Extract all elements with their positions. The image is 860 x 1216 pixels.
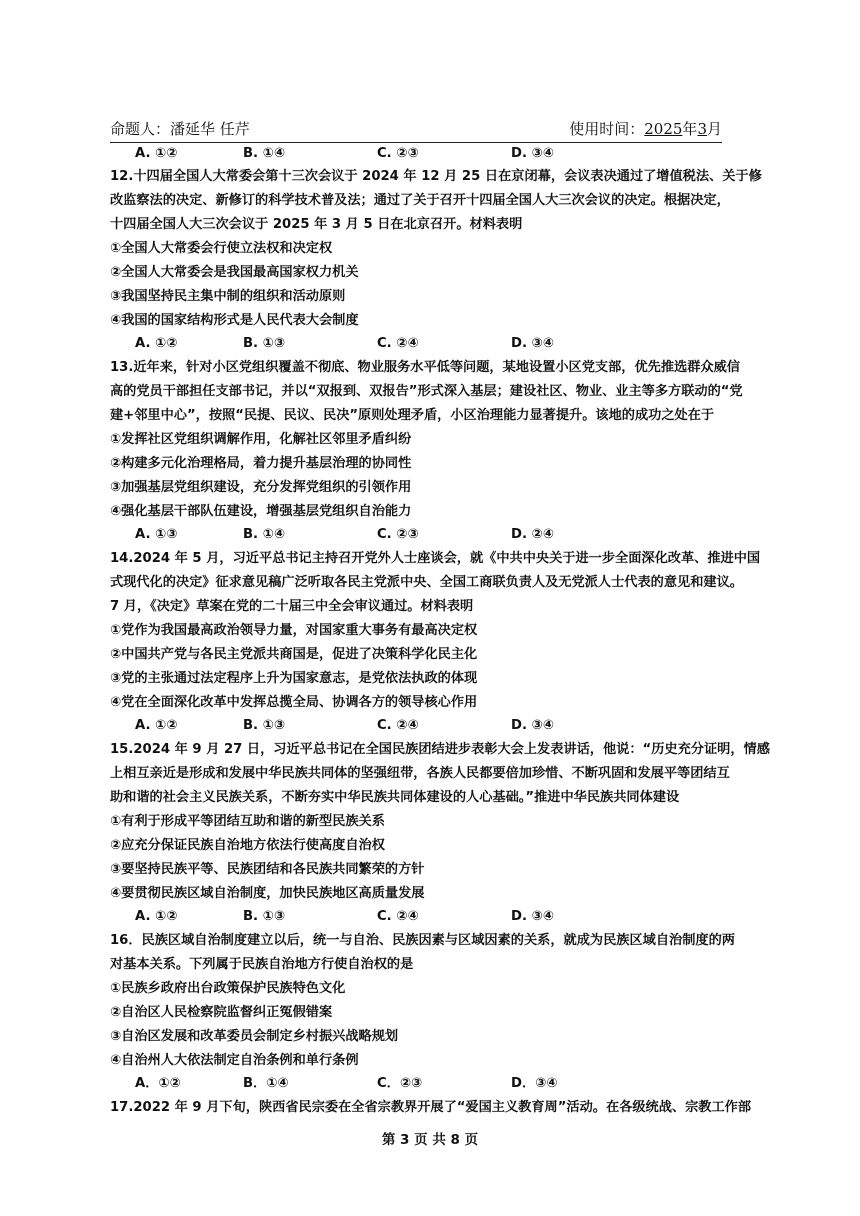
question-13-item: ④强化基层干部队伍建设，增强基层党组织自治能力: [110, 504, 412, 519]
question-14-stem: 7 月，《决定》草案在党的二十届三中全会审议通过。材料表明: [110, 599, 474, 614]
question-12-stem: 12.十四届全国人大常委会第十三次会议于 2024 年 12 月 25 日在京闭幕，会议表决通过了增值税法、关于修: [110, 169, 762, 184]
option-a: A. ①③: [135, 527, 178, 542]
question-15-item: ②应充分保证民族自治地方依法行使高度自治权: [110, 838, 385, 853]
page-number: 第 3 页 共 8 页: [381, 1132, 479, 1148]
question-12-item: ④我国的国家结构形式是人民代表大会制度: [110, 313, 359, 328]
option-c: C. ②③: [377, 527, 419, 542]
option-c: C. ②④: [377, 336, 419, 351]
question-15-item: ③要坚持民族平等、民族团结和各民族共同繁荣的方针: [110, 862, 425, 877]
page-header: [110, 118, 722, 143]
option-b: B. ①④: [243, 527, 285, 542]
question-12-options: [135, 335, 735, 353]
option-a: A. ①②: [135, 718, 178, 733]
option-b: B. ①③: [243, 909, 285, 924]
question-15-item: ④要贯彻民族区域自治制度，加快民族地区高质量发展: [110, 886, 425, 901]
question-12-stem: 改监察法的决定、新修订的科学技术普及法；通过了关于召开十四届全国人大三次会议的决定。根据决定，: [110, 193, 730, 208]
option-d: D. ②④: [511, 527, 554, 542]
question-12-item: ①全国人大常委会行使立法权和决定权: [110, 241, 333, 256]
option-b: B. ①③: [243, 718, 285, 733]
question-13-item: ②构建多元化治理格局，着力提升基层治理的协同性: [110, 456, 412, 471]
question-13-options: [135, 526, 735, 544]
question-16-item: ④自治州人大依法制定自治条例和单行条例: [110, 1053, 359, 1068]
option-d: D. ③④: [511, 718, 554, 733]
option-c: C. ②④: [377, 909, 419, 924]
option-b: B. ①③: [243, 336, 285, 351]
option-a: A. ①②: [135, 909, 178, 924]
option-a: A．①②: [135, 1076, 181, 1091]
option-c: C. ②④: [377, 718, 419, 733]
question-15-stem: 助和谐的社会主义民族关系，不断夯实中华民族共同体建设的人心基础。”推进中华民族共同体建设: [110, 790, 680, 805]
question-13-item: ①发挥社区党组织调解作用，化解社区邻里矛盾纠纷: [110, 432, 412, 447]
question-12-item: ③我国坚持民主集中制的组织和活动原则: [110, 289, 346, 304]
question-14-stem: 式现代化的决定》征求意见稿广泛听取各民主党派中央、全国工商联负责人及无党派人士代表的意见和建议。: [110, 575, 743, 590]
option-c: C．②③: [377, 1076, 423, 1091]
option-d: D．③④: [511, 1076, 558, 1091]
option-a: A. ①②: [135, 146, 178, 161]
question-16-stem: 对基本关系。下列属于民族自治地方行使自治权的是: [110, 957, 414, 972]
question-14-item: ④党在全面深化改革中发挥总揽全局、协调各方的领导核心作用: [110, 695, 478, 710]
question-16-item: ①民族乡政府出台政策保护民族特色文化: [110, 981, 346, 996]
question-15-stem: 15.2024 年 9 月 27 日，习近平总书记在全国民族团结进步表彰大会上发表讲话，他说：“历史充分证明，情感: [110, 742, 770, 757]
question-16-options: [135, 1075, 735, 1093]
option-b: B．①④: [243, 1076, 289, 1091]
question-14-item: ①党作为我国最高政治领导力量，对国家重大事务有最高决定权: [110, 623, 478, 638]
question-13-item: ③加强基层党组织建设，充分发挥党组织的引领作用: [110, 480, 412, 495]
question-14-options: [135, 717, 735, 735]
question-12-stem: 十四届全国人大三次会议于 2025 年 3 月 5 日在北京召开。材料表明: [110, 217, 523, 232]
question-17-stem: 17.2022 年 9 月下旬，陕西省民宗委在全省宗教界开展了“爱国主义教育周”活动。在各级统战、宗教工作部: [110, 1100, 752, 1115]
usage-date: 使用时间：2025年3月: [569, 120, 722, 138]
question-16-item: ②自治区人民检察院监督纠正冤假错案: [110, 1005, 333, 1020]
author-label: 命题人：潘延华 任芹: [110, 120, 250, 138]
question-13-stem: 高的党员干部担任支部书记，并以“双报到、双报告”形式深入基层；建设社区、物业、业主等多方联动的“党: [110, 384, 743, 399]
question-16-stem: 16．民族区域自治制度建立以后，统一与自治、民族因素与区域因素的关系，就成为民族区域自治制度的两: [110, 933, 735, 948]
question-13-stem: 建+邻里中心”，按照“民提、民议、民决”原则处理矛盾，小区治理能力显著提升。该地的成功之处在于: [110, 408, 715, 423]
question-12-item: ②全国人大常委会是我国最高国家权力机关: [110, 265, 359, 280]
option-c: C. ②③: [377, 146, 419, 161]
option-b: B. ①④: [243, 146, 285, 161]
question-15-options: [135, 908, 735, 926]
option-d: D. ③④: [511, 909, 554, 924]
option-d: D. ③④: [511, 336, 554, 351]
question-14-item: ②中国共产党与各民主党派共商国是，促进了决策科学化民主化: [110, 647, 478, 662]
question-16-item: ③自治区发展和改革委员会制定乡村振兴战略规划: [110, 1029, 399, 1044]
question-14-item: ③党的主张通过法定程序上升为国家意志，是党依法执政的体现: [110, 671, 478, 686]
option-a: A. ①②: [135, 336, 178, 351]
question-15-stem: 上相互亲近是形成和发展中华民族共同体的坚强纽带，各族人民都要倍加珍惜、不断巩固和发展平等团结互: [110, 766, 730, 781]
question-14-stem: 14.2024 年 5 月，习近平总书记主持召开党外人士座谈会，就《中共中央关于进一步全面深化改革、推进中国: [110, 551, 761, 566]
question-13-stem: 13.近年来，针对小区党组织覆盖不彻底、物业服务水平低等问题，某地设置小区党支部，优先推选群众威信: [110, 360, 740, 375]
option-d: D. ③④: [511, 146, 554, 161]
question-11-options: [135, 145, 735, 163]
question-15-item: ①有利于形成平等团结互助和谐的新型民族关系: [110, 814, 385, 829]
